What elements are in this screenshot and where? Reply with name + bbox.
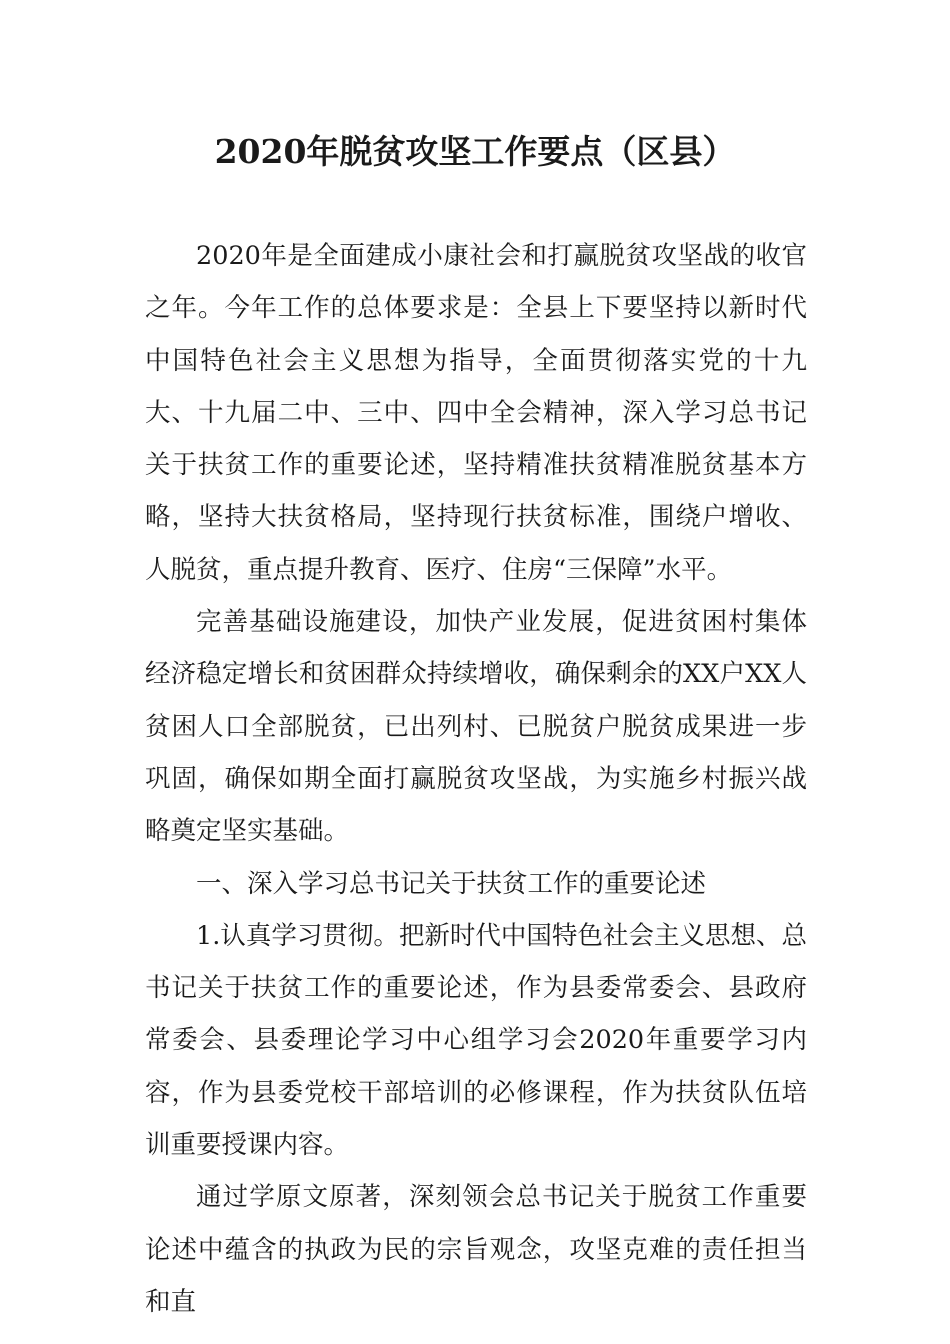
section-heading-1: 一、深入学习总书记关于扶贫工作的重要论述	[196, 868, 707, 899]
paragraph-intro: 2020年是全面建成小康社会和打赢脱贫攻坚战的收官之年。今年工作的总体要求是：全县上下要坚持以新时代中国特色社会主义思想为指导，全面贯彻落实党的十九大、十九届二中、三中、四中全会精神，深入学习总书记关于扶贫工作的重要论述，坚持精准扶贫精准脱贫基本方略，坚持大扶贫格局，坚持现行扶贫标准，围绕户增收、人脱贫，重点提升教育、医疗、住房“三保障”水平。	[145, 241, 807, 585]
paragraph-item-1: 1.认真学习贯彻。把新时代中国特色社会主义思想、总书记关于扶贫工作的重要论述，作为县委常委会、县政府常委会、县委理论学习中心组学习会2020年重要学习内容，作为县委党校干部培训的必修课程，作为扶贫队伍培训重要授课内容。	[145, 920, 807, 1161]
paragraph-goals: 完善基础设施建设，加快产业发展，促进贫困村集体经济稳定增长和贫困群众持续增收，确保剩余的XX户XX人贫困人口全部脱贫，已出列村、已脱贫户脱贫成果进一步巩固，确保如期全面打赢脱贫攻坚战，为实施乡村振兴战略奠定坚实基础。	[145, 607, 807, 847]
document-body	[145, 230, 807, 1328]
document-title: 2020年脱贫攻坚工作要点（区县）	[214, 132, 736, 171]
paragraph-study: 通过学原文原著，深刻领会总书记关于脱贫工作重要论述中蕴含的执政为民的宗旨观念，攻坚克难的责任担当和直	[145, 1182, 807, 1317]
